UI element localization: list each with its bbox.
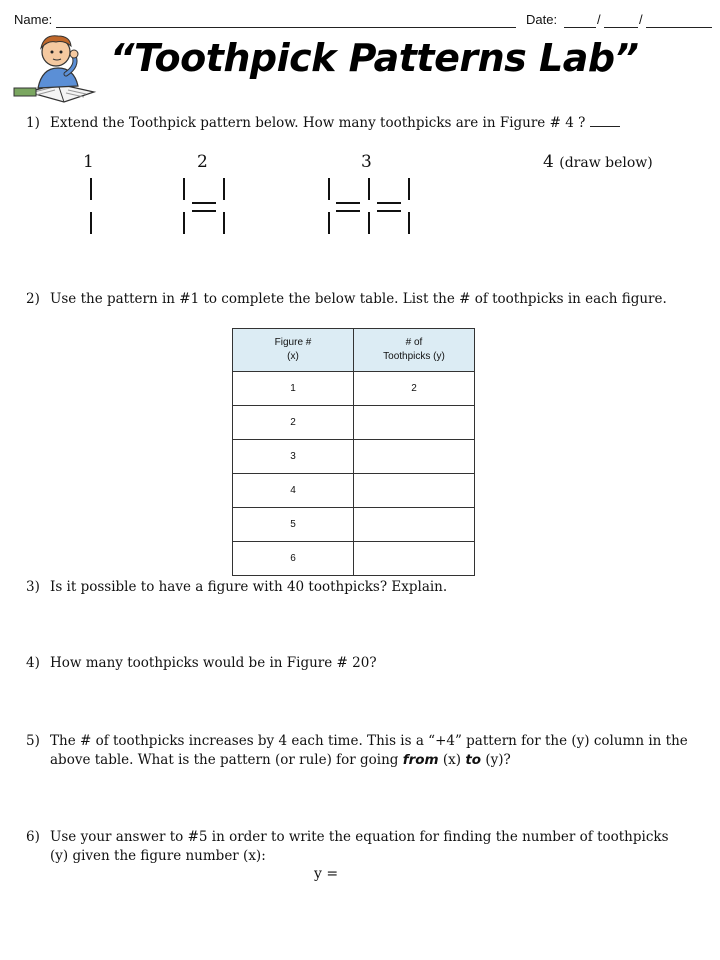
question-number: 6) [26, 829, 40, 845]
cell-x: 3 [233, 440, 354, 474]
cell-y[interactable] [354, 440, 475, 474]
column-header-toothpicks: # of Toothpicks (y) [354, 329, 475, 372]
question-number: 3) [26, 579, 40, 595]
date-label: Date: [526, 12, 558, 27]
question-number: 2) [26, 291, 40, 307]
cell-y[interactable]: 2 [354, 372, 475, 406]
date-month-field[interactable] [564, 13, 596, 28]
question-text: Use your answer to #5 in order to write the equation for finding the number of toothpicks (y) given the figure number (x): [50, 829, 669, 864]
question-text: Extend the Toothpick pattern below. How many toothpicks are in Figure # 4 ? [50, 114, 690, 133]
cell-x: 4 [233, 474, 354, 508]
question-text: Is it possible to have a figure with 40 toothpicks? Explain. [50, 579, 448, 595]
date-separator: / [597, 12, 601, 27]
question-text: How many toothpicks would be in Figure # 20? [50, 655, 377, 671]
table-row [233, 508, 475, 542]
table-row [233, 406, 475, 440]
figure-label-3: 3 [361, 152, 372, 172]
cell-x: 6 [233, 542, 354, 576]
date-day-field[interactable] [604, 13, 638, 28]
question-number: 4) [26, 655, 40, 671]
cell-y[interactable] [354, 406, 475, 440]
equation-prompt: y = [314, 866, 339, 882]
table-row [233, 372, 475, 406]
table-row [233, 474, 475, 508]
page-title: “Toothpick Patterns Lab” [110, 36, 639, 80]
date-separator: / [639, 12, 643, 27]
cell-x: 5 [233, 508, 354, 542]
name-label: Name: [14, 12, 53, 27]
name-field[interactable] [56, 13, 516, 28]
answer-blank[interactable] [590, 114, 620, 127]
table-header-row [233, 329, 475, 372]
student-reading-icon [8, 30, 104, 104]
table-row [233, 440, 475, 474]
figure-4-drawing-area[interactable] [520, 176, 690, 246]
toothpick-table [232, 328, 475, 576]
equation-answer-area[interactable] [344, 864, 544, 884]
cell-x: 2 [233, 406, 354, 440]
question-text: The # of toothpicks increases by 4 each time. This is a “+4” pattern for the (y) column in the above table. What is the pattern (or rule) for going from (x) to (y)? [50, 733, 688, 768]
figure-label-4: 4 (draw below) [543, 152, 653, 172]
question-number: 1) [26, 115, 40, 131]
table-row [233, 542, 475, 576]
date-year-field[interactable] [646, 13, 712, 28]
question-text: Use the pattern in #1 to complete the below table. List the # of toothpicks in each figure. [50, 291, 667, 307]
cell-y[interactable] [354, 508, 475, 542]
question-number: 5) [26, 733, 40, 749]
cell-y[interactable] [354, 542, 475, 576]
cell-x: 1 [233, 372, 354, 406]
figure-label-2: 2 [197, 152, 208, 172]
figure-label-1: 1 [83, 152, 94, 172]
column-header-figure: Figure # (x) [233, 329, 354, 372]
cell-y[interactable] [354, 474, 475, 508]
